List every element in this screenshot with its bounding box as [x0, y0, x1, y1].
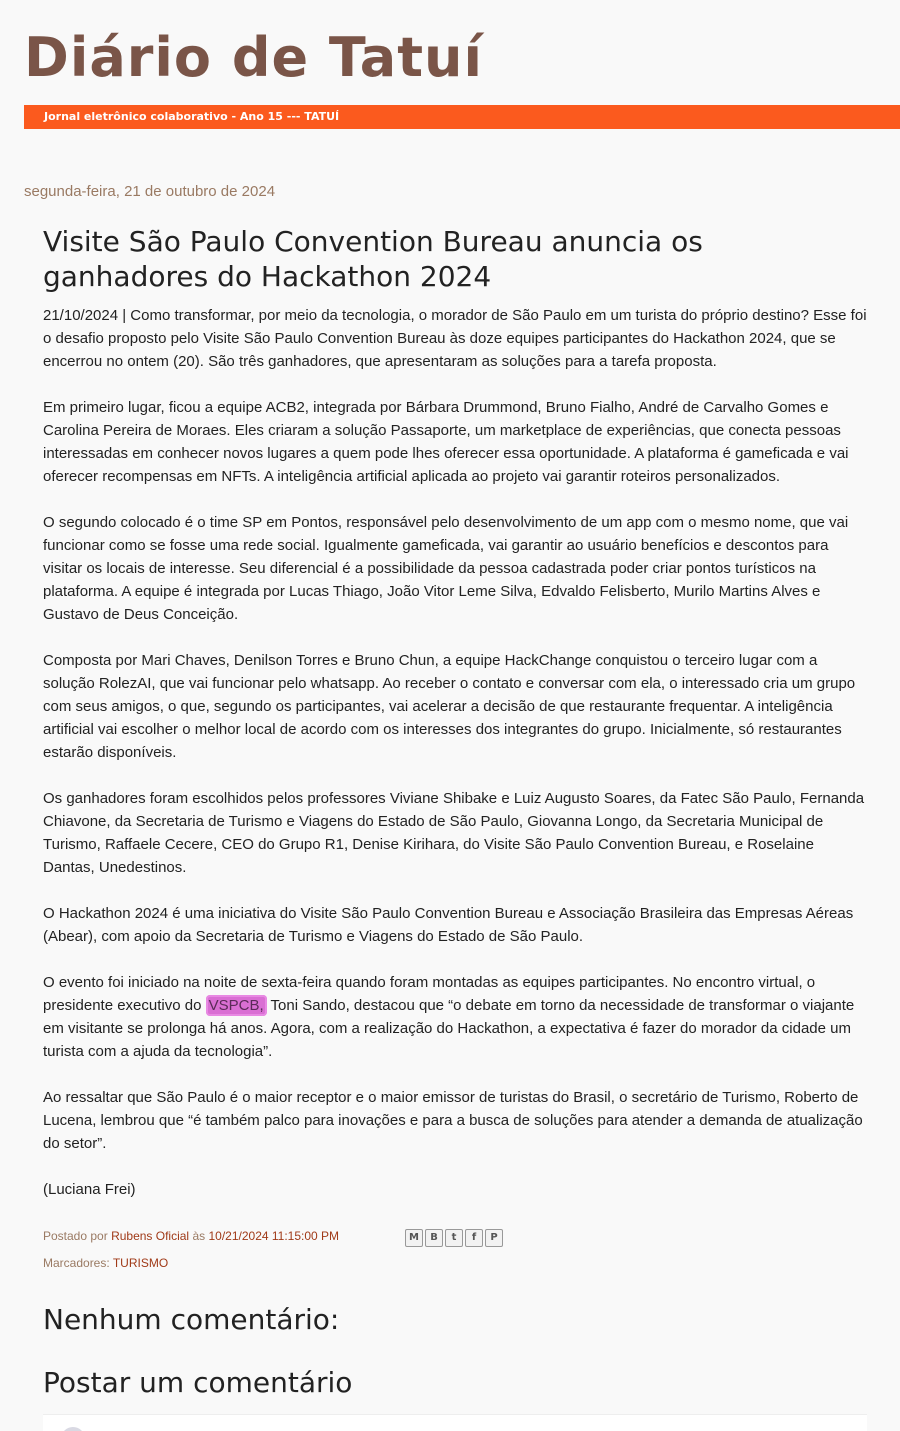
twitter-icon[interactable]: t: [445, 1229, 463, 1247]
at-label: às: [192, 1229, 206, 1243]
posted-by-label: Postado por: [43, 1229, 108, 1243]
paragraph: Os ganhadores foram escolhidos pelos professores Viviane Shibake e Luiz Augusto Soares, da Fatec São Paulo, Fernanda Chiavone, da Secretaria de Turismo e Viagens do Estado de São Paulo, Giovanna Longo, da Secretaria Municipal de Turismo, Raffaele Cecere, CEO do Grupo R1, Denise Kirihara, do Visite São Paulo Convention Bureau, e Roselaine Dantas, Unedestinos.: [43, 790, 865, 876]
tagline-bar: [24, 105, 900, 129]
paragraph: Em primeiro lugar, ficou a equipe ACB2, integrada por Bárbara Drummond, Bruno Fialho, André de Carvalho Gomes e Carolina Pereira de Moraes. Eles criaram a solução Passaporte, um marketplace de experiências, que conecta pessoas interessadas em conhecer novos lugares a quem pode lhes oferecer essa oportunidade. A plataforma é gameficada e vai oferecer recompensas em NFTs. A inteligência artificial aplicada ao projeto vai garantir roteiros personalizados.: [43, 399, 849, 485]
paragraph: Composta por Mari Chaves, Denilson Torres e Bruno Chun, a equipe HackChange conquistou o terceiro lugar com a solução RolezAI, que vai funcionar pelo whatsapp. Ao receber o contato e conversar com ela, o interessado cria um grupo com seus amigos, o que, segundo os participantes, vai acelerar a decisão de que restaurante frequentar. A inteligência artificial vai escolher o melhor local de acordo com os interesses dos integrantes do grupo. Inicialmente, só restaurantes estarão disponíveis.: [43, 652, 856, 761]
blog-tagline: Jornal eletrônico colaborativo - Ano 15 --- TATUÍ: [44, 110, 340, 123]
avatar: [61, 1427, 85, 1431]
post-comment-heading: Postar um comentário: [43, 1366, 353, 1399]
paragraph: 21/10/2024 | Como transformar, por meio da tecnologia, o morador de São Paulo em um turista do próprio destino? Esse foi o desafio proposto pelo Visite São Paulo Convention Bureau às doze equipes participantes do Hackathon 2024, que se encerrou no ontem (20). São três ganhadores, que apresentaram as soluções para a tarefa proposta.: [43, 307, 867, 370]
paragraph-text: O evento foi iniciado na noite de sexta-feira quando foram montadas as equipes participantes. No encontro virtual, o presidente executivo do: [43, 974, 816, 1014]
paragraph: Ao ressaltar que São Paulo é o maior receptor e o maior emissor de turistas do Brasil, o secretário de Turismo, Roberto de Lucena, lembrou que “é também palco para inovações e para a busca de soluções para atender a demanda de atualização do setor”.: [43, 1089, 863, 1152]
date-header: segunda-feira, 21 de outubro de 2024: [24, 183, 276, 200]
blog-title[interactable]: Diário de Tatuí: [24, 26, 483, 89]
post-footer: [43, 1229, 339, 1243]
post-labels: [43, 1256, 168, 1270]
labels-label: Marcadores:: [43, 1256, 110, 1270]
share-buttons: [405, 1229, 505, 1247]
paragraph: [43, 971, 869, 1063]
author-link[interactable]: Rubens Oficial: [111, 1229, 190, 1243]
paragraph: O segundo colocado é o time SP em Pontos, responsável pelo desenvolvimento de um app com o mesmo nome, que vai funcionar como se fosse uma rede social. Igualmente gameficada, vai garantir ao usuário benefícios e descontos para visitar os locais de interesse. Seu diferencial é a possibilidade da pessoa cadastrada poder criar pontos turísticos na plataforma. A equipe é integrada por Lucas Thiago, João Vitor Leme Silva, Edvaldo Felisberto, Murilo Martins Alves e Gustavo de Deus Conceição.: [43, 514, 849, 623]
facebook-icon[interactable]: f: [465, 1229, 483, 1247]
paragraph: (Luciana Frei): [43, 1181, 136, 1198]
paragraph-text: Toni Sando, destacou que “o debate em torno da necessidade de transformar o viajante em visitante se prolonga há anos. Agora, com a realização do Hackathon, a expectativa é fazer do morador da cidade um turista com a ajuda da tecnologia”.: [43, 997, 855, 1060]
label-link[interactable]: TURISMO: [112, 1256, 169, 1270]
comment-form[interactable]: [43, 1414, 867, 1431]
post-body: [43, 304, 869, 1224]
highlighted-text: VSPCB,: [206, 995, 267, 1016]
blogger-icon[interactable]: B: [425, 1229, 443, 1247]
post-title: Visite São Paulo Convention Bureau anuncia os ganhadores do Hackathon 2024: [43, 225, 703, 293]
pinterest-icon[interactable]: P: [485, 1229, 503, 1247]
comments-heading: Nenhum comentário:: [43, 1303, 340, 1336]
paragraph: O Hackathon 2024 é uma iniciativa do Visite São Paulo Convention Bureau e Associação Brasileira das Empresas Aéreas (Abear), com apoio da Secretaria de Turismo e Viagens do Estado de São Paulo.: [43, 905, 854, 945]
post-timestamp-link[interactable]: 10/21/2024 11:15:00 PM: [208, 1229, 340, 1243]
email-icon[interactable]: M: [405, 1229, 423, 1247]
